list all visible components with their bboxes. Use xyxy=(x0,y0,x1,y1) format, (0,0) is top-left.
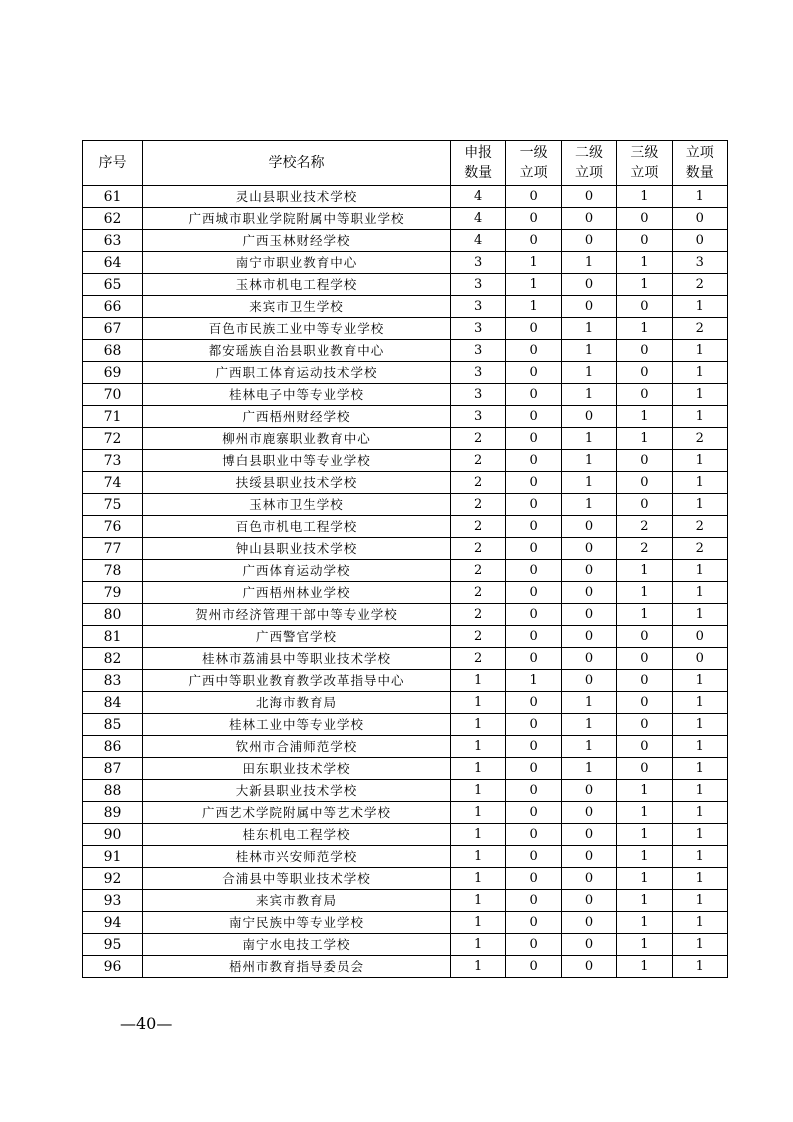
cell-serial-number: 76 xyxy=(83,516,143,538)
cell-school-name: 桂林市荔浦县中等职业技术学校 xyxy=(143,648,451,670)
cell-level1-approved: 0 xyxy=(506,736,561,758)
table-row xyxy=(83,230,728,252)
table-row xyxy=(83,560,728,582)
cell-applied-count: 1 xyxy=(451,890,506,912)
table-row xyxy=(83,406,728,428)
cell-school-name: 广西玉林财经学校 xyxy=(143,230,451,252)
cell-serial-number: 63 xyxy=(83,230,143,252)
cell-applied-count: 2 xyxy=(451,538,506,560)
cell-approved-total: 1 xyxy=(672,824,727,846)
cell-level1-approved: 0 xyxy=(506,582,561,604)
cell-level1-approved: 1 xyxy=(506,274,561,296)
cell-level2-approved: 0 xyxy=(561,912,616,934)
cell-level1-approved: 1 xyxy=(506,296,561,318)
cell-level1-approved: 0 xyxy=(506,868,561,890)
cell-approved-total: 3 xyxy=(672,252,727,274)
header-level1-approved: 一级 立项 xyxy=(506,141,561,186)
header-level2-approved: 二级 立项 xyxy=(561,141,616,186)
cell-approved-total: 0 xyxy=(672,626,727,648)
table-row xyxy=(83,296,728,318)
cell-approved-total: 1 xyxy=(672,362,727,384)
header-approved-total: 立项 数量 xyxy=(672,141,727,186)
cell-level3-approved: 0 xyxy=(617,296,672,318)
cell-level1-approved: 0 xyxy=(506,758,561,780)
cell-level3-approved: 0 xyxy=(617,736,672,758)
cell-level1-approved: 0 xyxy=(506,912,561,934)
cell-serial-number: 66 xyxy=(83,296,143,318)
cell-level3-approved: 0 xyxy=(617,230,672,252)
cell-serial-number: 79 xyxy=(83,582,143,604)
cell-school-name: 广西艺术学院附属中等艺术学校 xyxy=(143,802,451,824)
cell-school-name: 扶绥县职业技术学校 xyxy=(143,472,451,494)
cell-level3-approved: 0 xyxy=(617,340,672,362)
cell-applied-count: 2 xyxy=(451,626,506,648)
table-row xyxy=(83,450,728,472)
cell-serial-number: 94 xyxy=(83,912,143,934)
cell-level2-approved: 0 xyxy=(561,186,616,208)
cell-approved-total: 1 xyxy=(672,472,727,494)
cell-serial-number: 67 xyxy=(83,318,143,340)
cell-school-name: 广西城市职业学院附属中等职业学校 xyxy=(143,208,451,230)
table-row xyxy=(83,208,728,230)
cell-approved-total: 2 xyxy=(672,516,727,538)
cell-serial-number: 88 xyxy=(83,780,143,802)
cell-level3-approved: 1 xyxy=(617,428,672,450)
cell-level2-approved: 0 xyxy=(561,230,616,252)
cell-level2-approved: 1 xyxy=(561,472,616,494)
cell-applied-count: 3 xyxy=(451,340,506,362)
cell-applied-count: 3 xyxy=(451,274,506,296)
table-row xyxy=(83,670,728,692)
table-row xyxy=(83,538,728,560)
cell-level2-approved: 0 xyxy=(561,516,616,538)
cell-level2-approved: 1 xyxy=(561,384,616,406)
cell-applied-count: 1 xyxy=(451,912,506,934)
cell-level1-approved: 0 xyxy=(506,362,561,384)
cell-school-name: 大新县职业技术学校 xyxy=(143,780,451,802)
cell-serial-number: 64 xyxy=(83,252,143,274)
table-row xyxy=(83,714,728,736)
cell-level1-approved: 0 xyxy=(506,890,561,912)
cell-level2-approved: 1 xyxy=(561,714,616,736)
table-row xyxy=(83,516,728,538)
cell-school-name: 钟山县职业技术学校 xyxy=(143,538,451,560)
cell-level2-approved: 0 xyxy=(561,846,616,868)
cell-serial-number: 65 xyxy=(83,274,143,296)
cell-applied-count: 2 xyxy=(451,582,506,604)
cell-level3-approved: 2 xyxy=(617,538,672,560)
cell-approved-total: 1 xyxy=(672,780,727,802)
table-row xyxy=(83,846,728,868)
cell-level1-approved: 0 xyxy=(506,560,561,582)
cell-school-name: 田东职业技术学校 xyxy=(143,758,451,780)
cell-applied-count: 3 xyxy=(451,296,506,318)
cell-level3-approved: 0 xyxy=(617,648,672,670)
cell-serial-number: 82 xyxy=(83,648,143,670)
table-header-row xyxy=(83,141,728,186)
table-row xyxy=(83,758,728,780)
cell-school-name: 梧州市教育指导委员会 xyxy=(143,956,451,978)
cell-level3-approved: 1 xyxy=(617,406,672,428)
cell-level1-approved: 0 xyxy=(506,824,561,846)
cell-level2-approved: 1 xyxy=(561,340,616,362)
cell-approved-total: 1 xyxy=(672,604,727,626)
cell-approved-total: 1 xyxy=(672,340,727,362)
cell-approved-total: 1 xyxy=(672,714,727,736)
cell-level2-approved: 0 xyxy=(561,934,616,956)
cell-level3-approved: 1 xyxy=(617,604,672,626)
cell-level3-approved: 1 xyxy=(617,824,672,846)
cell-school-name: 广西梧州财经学校 xyxy=(143,406,451,428)
cell-approved-total: 2 xyxy=(672,318,727,340)
cell-serial-number: 92 xyxy=(83,868,143,890)
cell-approved-total: 1 xyxy=(672,736,727,758)
table-row xyxy=(83,318,728,340)
cell-approved-total: 2 xyxy=(672,428,727,450)
cell-serial-number: 81 xyxy=(83,626,143,648)
cell-level3-approved: 1 xyxy=(617,186,672,208)
cell-level2-approved: 1 xyxy=(561,692,616,714)
cell-level2-approved: 1 xyxy=(561,736,616,758)
cell-level1-approved: 0 xyxy=(506,956,561,978)
cell-level3-approved: 1 xyxy=(617,912,672,934)
cell-serial-number: 73 xyxy=(83,450,143,472)
cell-approved-total: 1 xyxy=(672,560,727,582)
cell-school-name: 广西中等职业教育教学改革指导中心 xyxy=(143,670,451,692)
cell-school-name: 贺州市经济管理干部中等专业学校 xyxy=(143,604,451,626)
cell-school-name: 桂林市兴安师范学校 xyxy=(143,846,451,868)
cell-approved-total: 1 xyxy=(672,890,727,912)
cell-approved-total: 1 xyxy=(672,934,727,956)
cell-serial-number: 80 xyxy=(83,604,143,626)
cell-level3-approved: 1 xyxy=(617,802,672,824)
header-school-name: 学校名称 xyxy=(143,141,451,186)
cell-level3-approved: 0 xyxy=(617,494,672,516)
cell-school-name: 南宁民族中等专业学校 xyxy=(143,912,451,934)
cell-level3-approved: 1 xyxy=(617,780,672,802)
cell-serial-number: 83 xyxy=(83,670,143,692)
cell-serial-number: 75 xyxy=(83,494,143,516)
cell-school-name: 灵山县职业技术学校 xyxy=(143,186,451,208)
header-serial-number: 序号 xyxy=(83,141,143,186)
cell-level3-approved: 1 xyxy=(617,868,672,890)
cell-applied-count: 1 xyxy=(451,868,506,890)
cell-approved-total: 2 xyxy=(672,538,727,560)
cell-level3-approved: 0 xyxy=(617,670,672,692)
cell-approved-total: 1 xyxy=(672,846,727,868)
cell-level2-approved: 1 xyxy=(561,494,616,516)
cell-level1-approved: 0 xyxy=(506,648,561,670)
cell-approved-total: 1 xyxy=(672,384,727,406)
cell-level3-approved: 2 xyxy=(617,516,672,538)
cell-level2-approved: 0 xyxy=(561,868,616,890)
cell-level3-approved: 1 xyxy=(617,934,672,956)
cell-applied-count: 3 xyxy=(451,384,506,406)
cell-level1-approved: 0 xyxy=(506,406,561,428)
cell-level1-approved: 0 xyxy=(506,538,561,560)
cell-serial-number: 89 xyxy=(83,802,143,824)
cell-level3-approved: 0 xyxy=(617,208,672,230)
cell-level1-approved: 0 xyxy=(506,472,561,494)
cell-approved-total: 1 xyxy=(672,912,727,934)
cell-level1-approved: 0 xyxy=(506,692,561,714)
cell-level2-approved: 1 xyxy=(561,252,616,274)
cell-applied-count: 2 xyxy=(451,472,506,494)
cell-school-name: 南宁市职业教育中心 xyxy=(143,252,451,274)
cell-level2-approved: 1 xyxy=(561,450,616,472)
cell-level3-approved: 0 xyxy=(617,472,672,494)
cell-level2-approved: 0 xyxy=(561,582,616,604)
cell-applied-count: 2 xyxy=(451,604,506,626)
cell-applied-count: 1 xyxy=(451,846,506,868)
cell-level3-approved: 1 xyxy=(617,846,672,868)
cell-approved-total: 2 xyxy=(672,274,727,296)
cell-school-name: 广西体育运动学校 xyxy=(143,560,451,582)
cell-level1-approved: 0 xyxy=(506,428,561,450)
cell-applied-count: 4 xyxy=(451,208,506,230)
cell-school-name: 百色市民族工业中等专业学校 xyxy=(143,318,451,340)
cell-level2-approved: 0 xyxy=(561,824,616,846)
cell-school-name: 广西警官学校 xyxy=(143,626,451,648)
cell-level2-approved: 0 xyxy=(561,406,616,428)
cell-level1-approved: 0 xyxy=(506,208,561,230)
cell-level1-approved: 0 xyxy=(506,604,561,626)
table-row xyxy=(83,472,728,494)
header-level3-approved: 三级 立项 xyxy=(617,141,672,186)
cell-applied-count: 2 xyxy=(451,648,506,670)
cell-level3-approved: 0 xyxy=(617,692,672,714)
cell-approved-total: 1 xyxy=(672,582,727,604)
header-applied-count: 申报 数量 xyxy=(451,141,506,186)
cell-applied-count: 1 xyxy=(451,758,506,780)
table-row xyxy=(83,362,728,384)
cell-serial-number: 93 xyxy=(83,890,143,912)
cell-level2-approved: 0 xyxy=(561,670,616,692)
table-row xyxy=(83,956,728,978)
cell-level1-approved: 0 xyxy=(506,714,561,736)
cell-applied-count: 1 xyxy=(451,692,506,714)
cell-approved-total: 1 xyxy=(672,406,727,428)
cell-applied-count: 2 xyxy=(451,428,506,450)
cell-serial-number: 62 xyxy=(83,208,143,230)
cell-level2-approved: 0 xyxy=(561,802,616,824)
cell-school-name: 来宾市教育局 xyxy=(143,890,451,912)
cell-applied-count: 3 xyxy=(451,406,506,428)
table-row xyxy=(83,934,728,956)
cell-applied-count: 4 xyxy=(451,230,506,252)
cell-applied-count: 1 xyxy=(451,670,506,692)
cell-level1-approved: 0 xyxy=(506,450,561,472)
table-row xyxy=(83,604,728,626)
cell-level3-approved: 0 xyxy=(617,714,672,736)
cell-level2-approved: 1 xyxy=(561,758,616,780)
cell-serial-number: 86 xyxy=(83,736,143,758)
cell-school-name: 百色市机电工程学校 xyxy=(143,516,451,538)
cell-school-name: 钦州市合浦师范学校 xyxy=(143,736,451,758)
page-number: —40— xyxy=(120,1014,173,1033)
cell-level3-approved: 1 xyxy=(617,890,672,912)
cell-applied-count: 2 xyxy=(451,450,506,472)
cell-serial-number: 78 xyxy=(83,560,143,582)
cell-applied-count: 1 xyxy=(451,824,506,846)
cell-approved-total: 1 xyxy=(672,758,727,780)
cell-applied-count: 1 xyxy=(451,736,506,758)
table-row xyxy=(83,186,728,208)
cell-level1-approved: 0 xyxy=(506,384,561,406)
cell-level1-approved: 0 xyxy=(506,318,561,340)
cell-level2-approved: 0 xyxy=(561,648,616,670)
cell-level3-approved: 1 xyxy=(617,252,672,274)
table-row xyxy=(83,582,728,604)
cell-serial-number: 61 xyxy=(83,186,143,208)
cell-level3-approved: 1 xyxy=(617,582,672,604)
cell-level1-approved: 1 xyxy=(506,252,561,274)
cell-approved-total: 1 xyxy=(672,186,727,208)
table-body xyxy=(83,186,728,978)
table-row xyxy=(83,912,728,934)
cell-level2-approved: 0 xyxy=(561,604,616,626)
cell-level3-approved: 0 xyxy=(617,758,672,780)
cell-level2-approved: 0 xyxy=(561,274,616,296)
cell-applied-count: 3 xyxy=(451,362,506,384)
cell-level1-approved: 0 xyxy=(506,802,561,824)
cell-level2-approved: 1 xyxy=(561,428,616,450)
cell-level1-approved: 0 xyxy=(506,516,561,538)
cell-level2-approved: 0 xyxy=(561,560,616,582)
cell-level3-approved: 1 xyxy=(617,318,672,340)
cell-level2-approved: 0 xyxy=(561,538,616,560)
cell-level1-approved: 0 xyxy=(506,186,561,208)
table-row xyxy=(83,274,728,296)
cell-level3-approved: 1 xyxy=(617,560,672,582)
cell-school-name: 来宾市卫生学校 xyxy=(143,296,451,318)
cell-level1-approved: 0 xyxy=(506,340,561,362)
cell-approved-total: 0 xyxy=(672,230,727,252)
cell-level2-approved: 0 xyxy=(561,626,616,648)
cell-serial-number: 84 xyxy=(83,692,143,714)
cell-applied-count: 4 xyxy=(451,186,506,208)
cell-school-name: 北海市教育局 xyxy=(143,692,451,714)
cell-applied-count: 3 xyxy=(451,252,506,274)
cell-applied-count: 2 xyxy=(451,494,506,516)
cell-applied-count: 3 xyxy=(451,318,506,340)
cell-approved-total: 1 xyxy=(672,296,727,318)
table-row xyxy=(83,736,728,758)
cell-level1-approved: 0 xyxy=(506,626,561,648)
cell-school-name: 桂林电子中等专业学校 xyxy=(143,384,451,406)
cell-serial-number: 72 xyxy=(83,428,143,450)
cell-school-name: 都安瑶族自治县职业教育中心 xyxy=(143,340,451,362)
cell-approved-total: 0 xyxy=(672,208,727,230)
cell-approved-total: 1 xyxy=(672,670,727,692)
cell-applied-count: 1 xyxy=(451,934,506,956)
cell-applied-count: 1 xyxy=(451,780,506,802)
cell-level3-approved: 0 xyxy=(617,362,672,384)
cell-level1-approved: 1 xyxy=(506,670,561,692)
cell-school-name: 桂东机电工程学校 xyxy=(143,824,451,846)
cell-level1-approved: 0 xyxy=(506,846,561,868)
table-row xyxy=(83,780,728,802)
cell-school-name: 南宁水电技工学校 xyxy=(143,934,451,956)
cell-level1-approved: 0 xyxy=(506,934,561,956)
table-row xyxy=(83,648,728,670)
table-row xyxy=(83,626,728,648)
cell-approved-total: 1 xyxy=(672,956,727,978)
cell-level1-approved: 0 xyxy=(506,494,561,516)
cell-approved-total: 1 xyxy=(672,802,727,824)
cell-level2-approved: 0 xyxy=(561,208,616,230)
cell-school-name: 玉林市机电工程学校 xyxy=(143,274,451,296)
cell-applied-count: 1 xyxy=(451,714,506,736)
cell-serial-number: 70 xyxy=(83,384,143,406)
cell-serial-number: 69 xyxy=(83,362,143,384)
cell-serial-number: 68 xyxy=(83,340,143,362)
table-row xyxy=(83,340,728,362)
cell-level3-approved: 0 xyxy=(617,626,672,648)
table-row xyxy=(83,428,728,450)
cell-level2-approved: 0 xyxy=(561,890,616,912)
cell-school-name: 广西梧州林业学校 xyxy=(143,582,451,604)
cell-approved-total: 1 xyxy=(672,868,727,890)
cell-serial-number: 91 xyxy=(83,846,143,868)
cell-school-name: 广西职工体育运动技术学校 xyxy=(143,362,451,384)
cell-serial-number: 74 xyxy=(83,472,143,494)
table-row xyxy=(83,890,728,912)
cell-serial-number: 85 xyxy=(83,714,143,736)
project-approval-table xyxy=(82,140,728,978)
cell-approved-total: 0 xyxy=(672,648,727,670)
cell-level2-approved: 1 xyxy=(561,362,616,384)
cell-serial-number: 95 xyxy=(83,934,143,956)
cell-approved-total: 1 xyxy=(672,494,727,516)
table-row xyxy=(83,868,728,890)
cell-level2-approved: 0 xyxy=(561,296,616,318)
cell-approved-total: 1 xyxy=(672,450,727,472)
table-row xyxy=(83,802,728,824)
table-row xyxy=(83,252,728,274)
table-row xyxy=(83,384,728,406)
cell-school-name: 桂林工业中等专业学校 xyxy=(143,714,451,736)
cell-serial-number: 87 xyxy=(83,758,143,780)
cell-serial-number: 77 xyxy=(83,538,143,560)
cell-level1-approved: 0 xyxy=(506,780,561,802)
cell-school-name: 博白县职业中等专业学校 xyxy=(143,450,451,472)
cell-school-name: 柳州市鹿寨职业教育中心 xyxy=(143,428,451,450)
cell-school-name: 玉林市卫生学校 xyxy=(143,494,451,516)
cell-level1-approved: 0 xyxy=(506,230,561,252)
cell-approved-total: 1 xyxy=(672,692,727,714)
table-row xyxy=(83,494,728,516)
cell-school-name: 合浦县中等职业技术学校 xyxy=(143,868,451,890)
cell-level3-approved: 1 xyxy=(617,956,672,978)
cell-applied-count: 1 xyxy=(451,956,506,978)
cell-level2-approved: 0 xyxy=(561,956,616,978)
cell-level2-approved: 0 xyxy=(561,780,616,802)
cell-level3-approved: 0 xyxy=(617,384,672,406)
table-row xyxy=(83,692,728,714)
cell-serial-number: 90 xyxy=(83,824,143,846)
cell-level3-approved: 0 xyxy=(617,450,672,472)
cell-serial-number: 96 xyxy=(83,956,143,978)
table-row xyxy=(83,824,728,846)
cell-level3-approved: 1 xyxy=(617,274,672,296)
cell-applied-count: 2 xyxy=(451,516,506,538)
cell-serial-number: 71 xyxy=(83,406,143,428)
cell-level2-approved: 1 xyxy=(561,318,616,340)
cell-applied-count: 2 xyxy=(451,560,506,582)
cell-applied-count: 1 xyxy=(451,802,506,824)
